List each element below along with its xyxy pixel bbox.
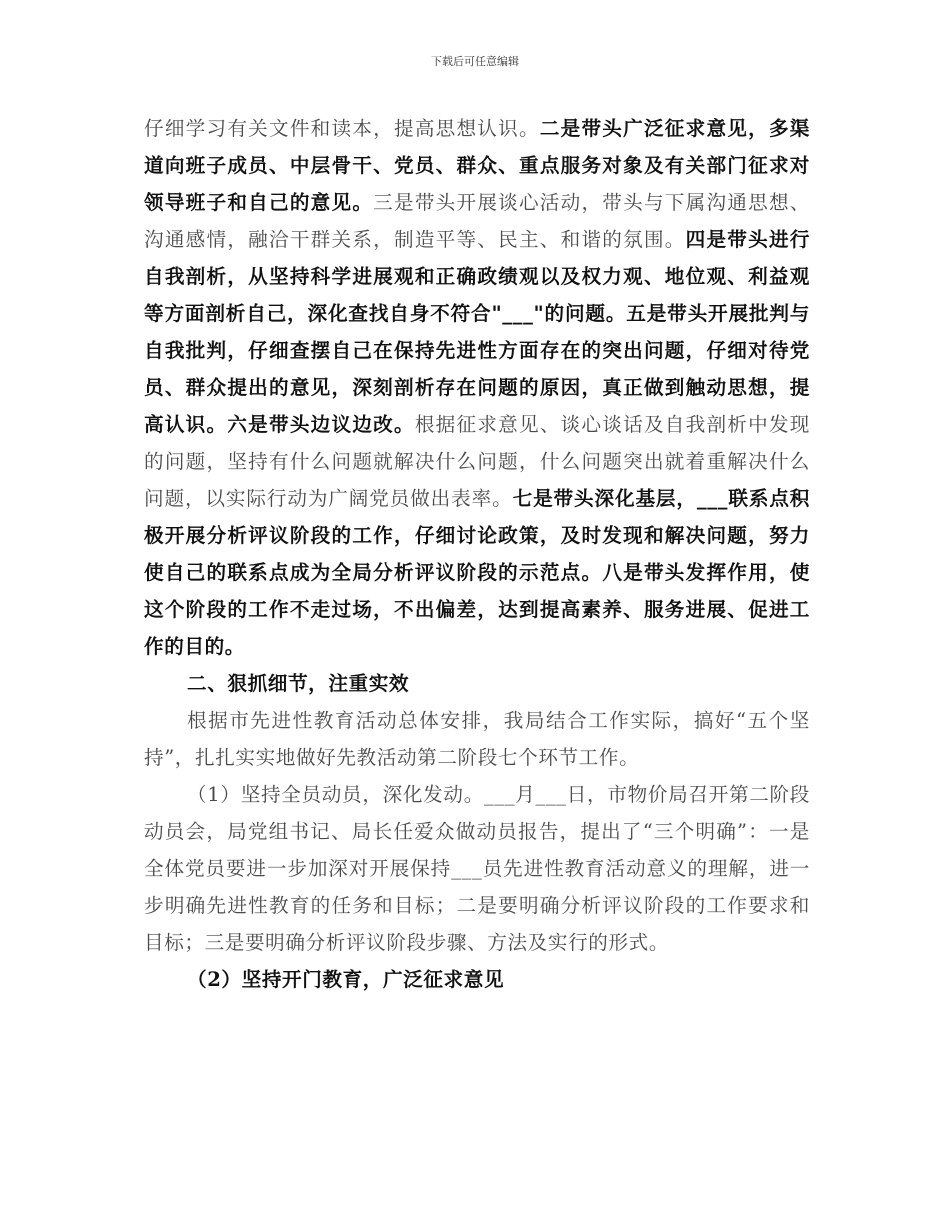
text-run-bold: 七是带头深化基层，___联系点积极开展分析评议阶段的工作，仔细讨论政策，及时发现和解决问题，努力使自己的联系点成为全局分析评议阶段的示范点。 [144, 487, 810, 584]
page-header: 下载后可任意编辑 [431, 55, 519, 68]
section-heading-2: 二、狠抓细节，注重实效 [187, 672, 410, 695]
text-run-bold: 八是带头发挥作用，使这个阶段的工作不走过场，不出偏差，达到提高素养、服务进展、促进工作的目的。 [144, 561, 810, 658]
paragraph-3: （1）坚持全员动员，深化发动。___月___日，市物价局召开第二阶段动员会，局党组书记、局长任爱众做动员报告，提出了“三个明确”：一是全体党员要进一步加深对开展保持___员先进性教育活动意义的理解，进一步明确先进性教育的任务和目标；二是要明确分析评议阶段的工作要求和目标；三是要明确分析评议阶段步骤、方法及实行的形式。 [144, 783, 810, 954]
paragraph-1 [144, 110, 810, 665]
document-body [144, 110, 810, 998]
text-run-bold: 五是带头开展批判与自我批判，仔细查摆自己在保持先进性方面存在的突出问题，仔细对待党员、群众提出的意见，深刻剖析存在问题的原因，真正做到触动思想，提高认识。 [144, 302, 810, 436]
text-run-bold: 六是带头边议边改。 [227, 413, 415, 436]
text-run: 三是带头开展谈心活动，带头与下属沟通思想、沟通感情，融洽干群关系，制造平等、民主、和谐的氛围。 [144, 191, 810, 251]
text-run: 根据征求意见、谈心谈话及自我剖析中发现的问题，坚持有什么问题就解决什么问题，什么问题突出就着重解决什么问题，以实际行动为广阔党员做出表率。 [144, 413, 810, 510]
section-heading-3: （2）坚持开门教育，广泛征求意见 [187, 968, 505, 991]
text-run-bold: 二是带头广泛征求意见，多渠道向班子成员、中层骨干、党员、群众、重点服务对象及有关部门征求对领导班子和自己的意见。 [144, 117, 810, 214]
paragraph-2: 根据市先进性教育活动总体安排，我局结合工作实际，搞好“五个坚持”，扎扎实实地做好先教活动第二阶段七个环节工作。 [144, 709, 810, 769]
text-run-bold: 四是带头进行自我剖析，从坚持科学进展观和正确政绩观以及权力观、地位观、利益观等方面剖析自己，深化查找自身不符合"___"的问题。 [144, 228, 810, 325]
text-run: 仔细学习有关文件和读本，提高思想认识。 [144, 117, 540, 140]
